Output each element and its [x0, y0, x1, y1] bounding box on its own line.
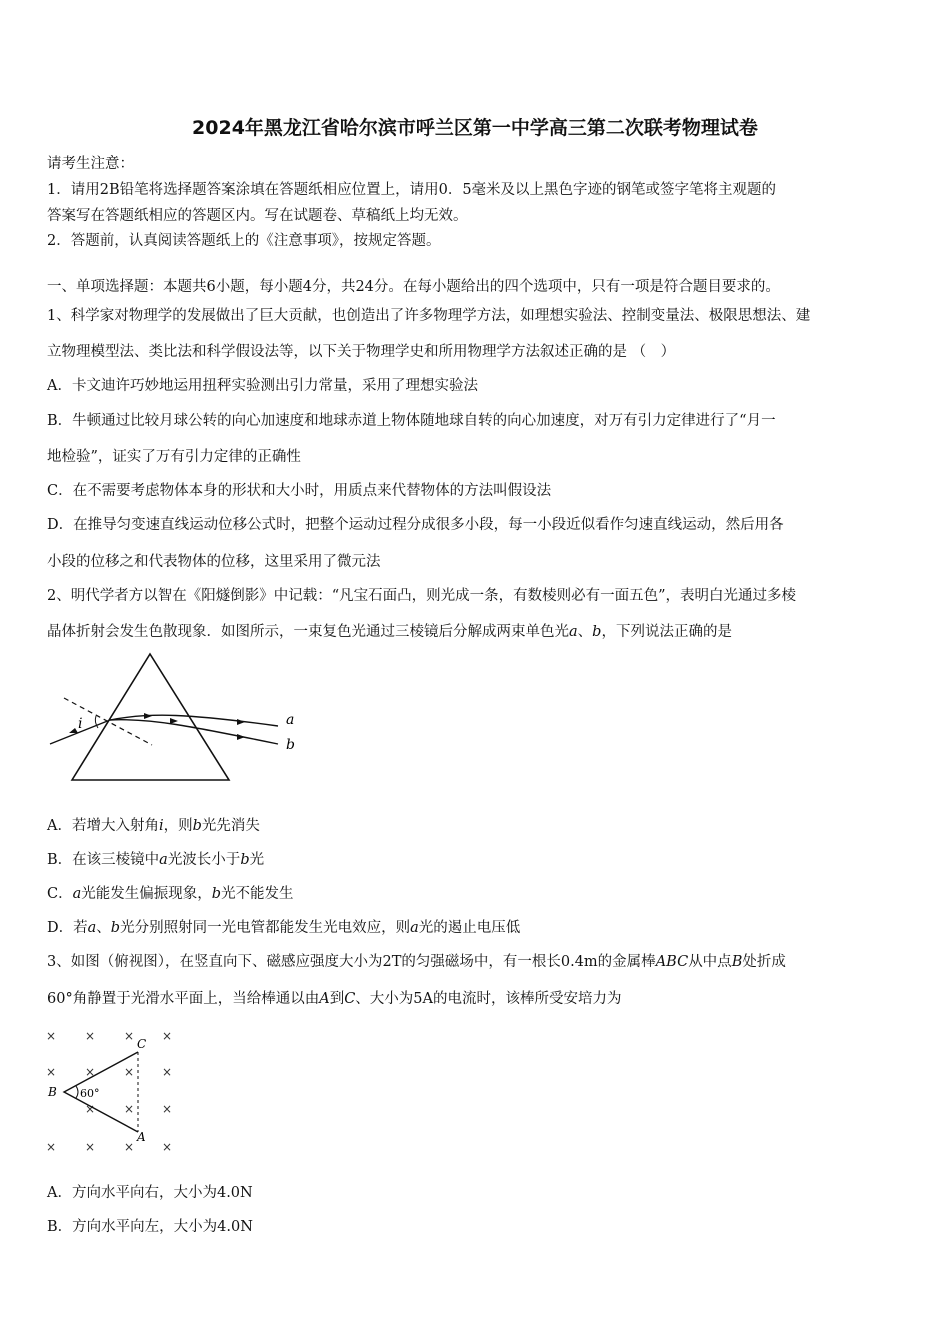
q1-option-a: A．卡文迪许巧妙地运用扭秤实验测出引力常量，采用了理想实验法 [47, 378, 478, 394]
stem-text: 3、如图（俯视图），在竖直向下、磁感应强度大小为2T的匀强磁场中，有一根长0.4m的金属棒 [47, 954, 656, 970]
field-x: × [46, 1029, 57, 1043]
option-text: B．在该三棱镜中 [47, 852, 160, 868]
magnetic-field-figure [40, 1020, 190, 1160]
label-b: b [286, 737, 295, 753]
option-text: 光分别照射同一光电管都能发生光电效应，则 [120, 920, 411, 936]
bent-rod [64, 1052, 138, 1132]
q1-stem-line-2: 立物理模型法、类比法和科学假设法等，以下关于物理学史和所用物理学方法叙述正确的是 （ ） [47, 344, 676, 360]
var-b: b [240, 852, 250, 868]
q1-stem-line-1: 1、科学家对物理学的发展做出了巨大贡献，也创造出了许多物理学方法，如理想实验法、控制变量法、极限思想法、建 [47, 308, 811, 324]
option-text: 光 [249, 852, 265, 868]
q2-option-a [47, 814, 260, 835]
label-i: i [78, 716, 83, 732]
option-text: ，则 [163, 818, 193, 834]
field-x: × [85, 1102, 96, 1116]
stem-text: 、大小为5A的电流时，该棒所受安培力为 [355, 991, 622, 1007]
option-text: 光不能发生 [221, 886, 294, 902]
option-text: A．若增大入射角 [47, 818, 159, 834]
field-x: × [46, 1065, 57, 1079]
var-a: A [319, 991, 330, 1007]
q1-option-c: C．在不需要考虑物体本身的形状和大小时，用质点来代替物体的方法叫假设法 [47, 483, 552, 499]
var-b: b [592, 624, 602, 640]
separator: 、 [96, 920, 111, 936]
notice-item-2: 2．答题前，认真阅读答题纸上的《注意事项》，按规定答题。 [47, 233, 441, 249]
q2-stem-line-2 [47, 620, 732, 641]
stem-text: 到 [329, 991, 345, 1007]
arrow-b-outside [237, 734, 245, 740]
separator: 、 [577, 624, 593, 640]
option-text: 光先消失 [201, 818, 260, 834]
exam-title: 2024年黑龙江省哈尔滨市呼兰区第一中学高三第二次联考物理试卷 [192, 117, 758, 139]
stem-text: 从中点 [688, 954, 732, 970]
option-text: 光能发生偏振现象， [81, 886, 212, 902]
var-b: b [192, 818, 202, 834]
field-x: × [162, 1102, 173, 1116]
field-x: × [124, 1029, 135, 1043]
field-x: × [85, 1065, 96, 1079]
option-text: D．若 [47, 920, 88, 936]
q3-stem-line-1 [47, 950, 786, 971]
stem-text: 60°角静置于光滑水平面上，当给棒通以由 [47, 991, 320, 1007]
q1-option-d-line-1: D．在推导匀变速直线运动位移公式时，把整个运动过程分成很多小段，每一小段近似看作匀速直线运动，然后用各 [47, 517, 784, 533]
q3-option-a: A．方向水平向右，大小为4.0N [47, 1185, 253, 1201]
var-a: a [159, 852, 168, 868]
arrow-a-outside [237, 719, 245, 725]
field-x: × [85, 1140, 96, 1154]
label-c: C [137, 1037, 147, 1051]
var-b: b [110, 920, 121, 936]
q2-option-b [47, 848, 264, 869]
q1-option-b-line-2: 地检验”，证实了万有引力定律的正确性 [47, 449, 301, 465]
section-1-heading: 一、单项选择题：本题共6小题，每小题4分，共24分。在每小题给出的四个选项中，只有一项是符合题目要求的。 [47, 279, 780, 295]
stem-text: 处折成 [742, 954, 786, 970]
var-b: b [211, 886, 222, 902]
q3-stem-line-2 [47, 987, 622, 1008]
option-text: 光的遏止电压低 [418, 920, 521, 936]
option-text: C． [47, 886, 73, 902]
q2-stem-line-1: 2、明代学者方以智在《阳燧倒影》中记载：“凡宝石面凸，则光成一条，有数棱则必有一面五色”，表明白光通过多棱 [47, 588, 797, 604]
var-abc: ABC [655, 954, 689, 970]
q1-option-d-line-2: 小段的位移之和代表物体的位移，这里采用了微元法 [47, 554, 381, 570]
field-x: × [124, 1065, 135, 1079]
angle-label: 60° [80, 1087, 100, 1100]
q3-option-b: B．方向水平向左，大小为4.0N [47, 1219, 253, 1235]
label-a: a [286, 712, 295, 728]
var-c: C [344, 991, 356, 1007]
notice-item-1-line-1: 1．请用2B铅笔将选择题答案涂填在答题纸相应位置上，请用0．5毫米及以上黑色字迹的钢笔或签字笔将主观题的 [47, 182, 777, 198]
option-text: 光波长小于 [167, 852, 241, 868]
field-x: × [124, 1102, 135, 1116]
label-a: A [137, 1130, 146, 1144]
q2-stem-text: 晶体折射会发生色散现象．如图所示，一束复色光通过三棱镜后分解成两束单色光 [47, 624, 569, 640]
field-x: × [162, 1140, 173, 1154]
field-x: × [85, 1029, 96, 1043]
q2-option-d [47, 916, 520, 937]
angle-arc [76, 1086, 78, 1098]
var-a: a [410, 920, 419, 936]
arrow-b-inside [170, 718, 178, 724]
var-a: a [569, 624, 578, 640]
arrow-a-inside [144, 713, 152, 719]
field-x: × [162, 1065, 173, 1079]
label-b: B [48, 1085, 57, 1099]
incident-arrow [69, 728, 78, 733]
var-b: B [731, 954, 743, 970]
field-x: × [162, 1029, 173, 1043]
q1-option-b-line-1: B．牛顿通过比较月球公转的向心加速度和地球赤道上物体随地球自转的向心加速度，对万有引力定律进行了“月一 [47, 413, 776, 429]
var-a: a [72, 886, 82, 902]
var-i: i [158, 818, 164, 834]
q2-option-c [47, 882, 294, 903]
notice-heading: 请考生注意： [47, 156, 134, 172]
var-a: a [87, 920, 97, 936]
notice-item-1-line-2: 答案写在答题纸相应的答题区内。写在试题卷、草稿纸上均无效。 [47, 208, 468, 224]
prism-figure [40, 648, 320, 788]
field-x: × [124, 1140, 135, 1154]
q2-stem-text: ，下列说法正确的是 [601, 624, 732, 640]
field-x: × [46, 1140, 57, 1154]
